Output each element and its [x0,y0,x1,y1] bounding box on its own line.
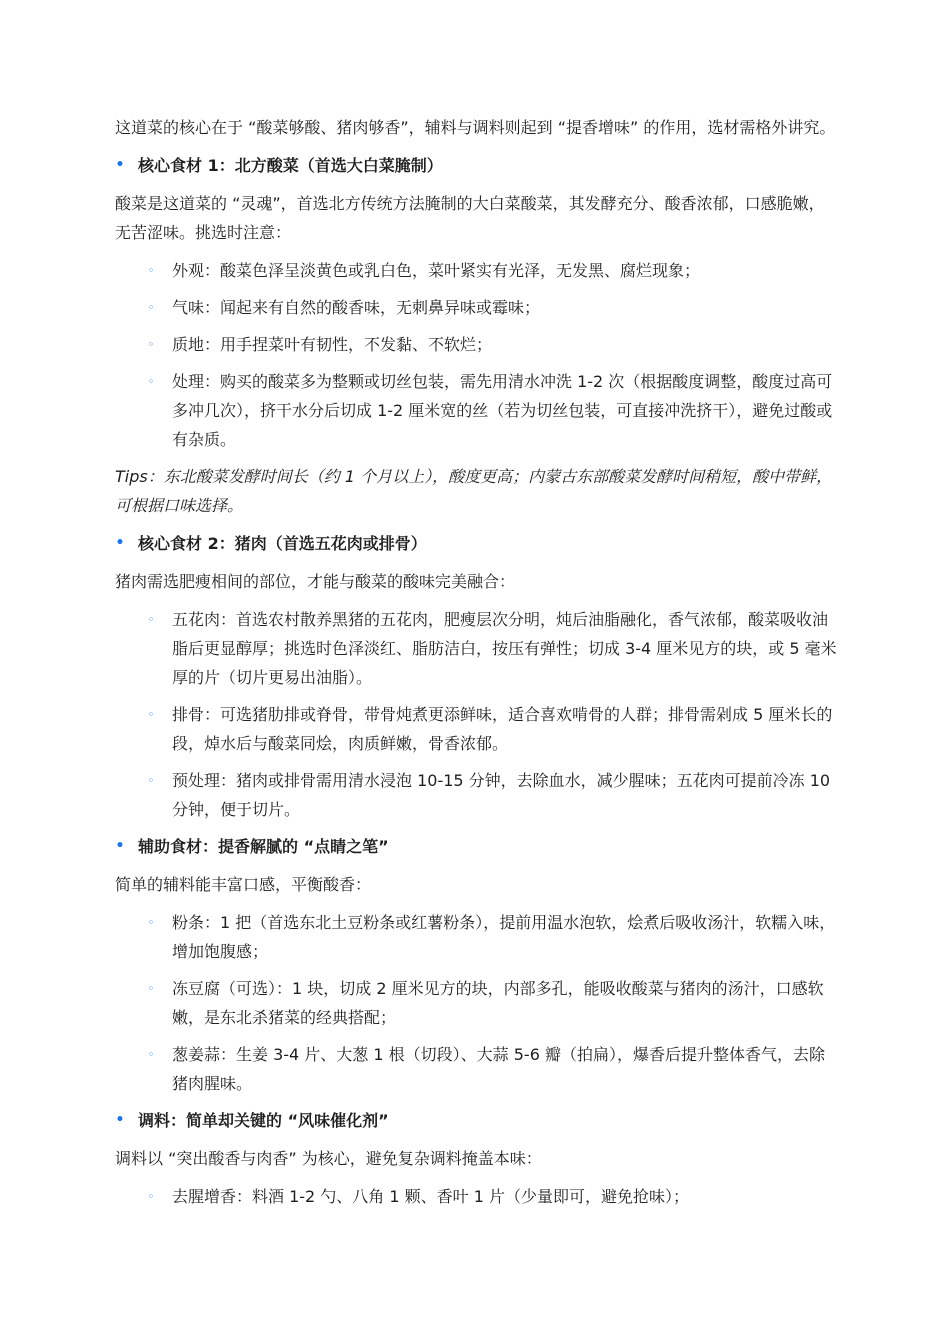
list-item-text: 粉条：1 把（首选东北土豆粉条或红薯粉条），提前用温水泡软，烩煮后吸收汤汁，软糯入味，增加饱腹感； [172,913,836,961]
tips-note: Tips：东北酸菜发酵时间长（约 1 个月以上），酸度更高；内蒙古东部酸菜发酵时间稍短，酸中带鲜，可根据口味选择。 [115,467,833,515]
list-item-text: 外观：酸菜色泽呈淡黄色或乳白色，菜叶紧实有光泽，无发黑、腐烂现象； [172,261,701,280]
document-page [115,113,837,1219]
hollow-bullet-icon: ◦ [147,375,155,388]
section-title-text: 核心食材 2：猪肉（首选五花肉或排骨） [138,534,427,553]
section-description: 酸菜是这道菜的 “灵魂”，首选北方传统方法腌制的大白菜酸菜，其发酵充分、酸香浓郁，口感脆嫩，无苦涩味。挑选时注意： [115,194,825,242]
section-title-text: 调料：简单却关键的 “风味催化剂” [138,1111,389,1130]
hollow-bullet-icon: ◦ [147,338,155,351]
list-item-text: 质地：用手捏菜叶有韧性，不发黏、不软烂； [172,335,493,354]
bullet-icon: • [115,535,125,551]
hollow-bullet-icon: ◦ [147,916,155,929]
intro-paragraph: 这道菜的核心在于 “酸菜够酸、猪肉够香”，辅料与调料则起到 “提香增味” 的作用，选材需格外讲究。 [115,118,836,137]
hollow-bullet-icon: ◦ [147,613,155,626]
list-item [115,330,837,359]
hollow-bullet-icon: ◦ [147,1048,155,1061]
list-item [115,700,837,758]
section-title-auxiliary [115,832,837,861]
list-item-text: 排骨：可选猪肋排或脊骨，带骨炖煮更添鲜味，适合喜欢啃骨的人群；排骨需剁成 5 厘米长的段，焯水后与酸菜同烩，肉质鲜嫩，骨香浓郁。 [172,705,833,753]
list-item-text: 处理：购买的酸菜多为整颗或切丝包装，需先用清水冲洗 1-2 次（根据酸度调整，酸度过高可多冲几次），挤干水分后切成 1-2 厘米宽的丝（若为切丝包装，可直接冲洗挤干），避免过酸或有杂质。 [172,372,833,449]
list-item [115,605,837,692]
list-item [115,766,837,824]
list-item-text: 冻豆腐（可选）：1 块，切成 2 厘米见方的块，内部多孔，能吸收酸菜与猪肉的汤汁，口感软嫩，是东北杀猪菜的经典搭配； [172,979,824,1027]
bullet-icon: • [115,157,125,173]
list-item [115,1182,837,1211]
bullet-icon: • [115,838,125,854]
list-item [115,256,837,285]
hollow-bullet-icon: ◦ [147,774,155,787]
bullet-icon: • [115,1112,125,1128]
list-item [115,293,837,322]
hollow-bullet-icon: ◦ [147,982,155,995]
section-title-pork [115,529,837,558]
section-description: 简单的辅料能丰富口感，平衡酸香： [115,875,372,894]
section-title-seasoning [115,1106,837,1135]
hollow-bullet-icon: ◦ [147,301,155,314]
sub-list [115,908,837,1098]
section-description: 猪肉需选肥瘦相间的部位，才能与酸菜的酸味完美融合： [115,572,516,591]
sub-list [115,1182,837,1211]
section-title-text: 核心食材 1：北方酸菜（首选大白菜腌制） [138,156,443,175]
list-item [115,908,837,966]
hollow-bullet-icon: ◦ [147,1190,155,1203]
list-item [115,974,837,1032]
sub-list [115,605,837,824]
list-item-text: 葱姜蒜：生姜 3-4 片、大葱 1 根（切段）、大蒜 5-6 瓣（拍扁），爆香后提升整体香气，去除猪肉腥味。 [172,1045,825,1093]
list-item-text: 去腥增香：料酒 1-2 勺、八角 1 颗、香叶 1 片（少量即可，避免抢味）； [172,1187,690,1206]
sub-list [115,256,837,454]
section-title-sauerkraut [115,151,837,180]
section-title-text: 辅助食材：提香解腻的 “点睛之笔” [138,837,389,856]
hollow-bullet-icon: ◦ [147,708,155,721]
hollow-bullet-icon: ◦ [147,264,155,277]
list-item-text: 气味：闻起来有自然的酸香味，无刺鼻异味或霉味； [172,298,541,317]
list-item-text: 五花肉：首选农村散养黑猪的五花肉，肥瘦层次分明，炖后油脂融化，香气浓郁，酸菜吸收油脂后更显醇厚；挑选时色泽淡红、脂肪洁白，按压有弹性；切成 3-4 厘米见方的块，或 5 毫米厚的片（切片更易出油脂）。 [172,610,837,687]
list-item-text: 预处理：猪肉或排骨需用清水浸泡 10-15 分钟，去除血水，减少腥味；五花肉可提前冷冻 10 分钟，便于切片。 [172,771,831,819]
list-item [115,367,837,454]
section-description: 调料以 “突出酸香与肉香” 为核心，避免复杂调料掩盖本味： [115,1149,542,1168]
list-item [115,1040,837,1098]
